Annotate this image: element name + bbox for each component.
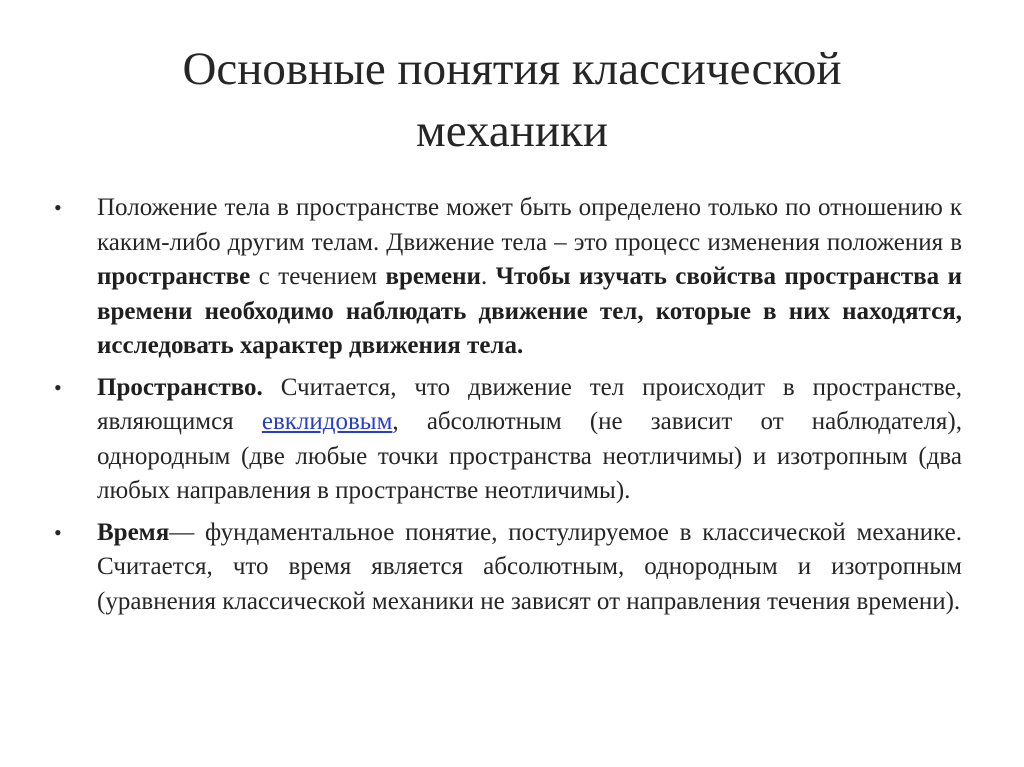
slide-title-line-1: Основные понятия классической <box>182 43 842 95</box>
slide-title <box>60 38 964 162</box>
term-space-heading: Пространство. <box>97 373 263 401</box>
bullet-text: Считается, что движение тел происходит в пространстве, являющимся <box>97 373 962 435</box>
bullet-marker: • <box>54 519 62 545</box>
bullet-item-time <box>0 516 1024 620</box>
bullet-text: с течением <box>250 263 386 290</box>
term-space: пространстве <box>97 263 251 290</box>
bullet-marker: • <box>54 374 62 400</box>
euclidean-link[interactable]: евклидовым <box>261 408 393 435</box>
bullet-marker: • <box>54 195 62 220</box>
term-time-heading: Время <box>97 518 170 546</box>
bullet-text: , абсолютным (не зависит от наблюдателя), однородным (две любые точки пространства неотличимы) и изотропным (два любых направления в пространстве неотличимы). <box>97 408 963 504</box>
bullet-item-space <box>0 371 1024 509</box>
bullet-list <box>0 191 1024 619</box>
bullet-item-position <box>0 191 1024 364</box>
bullet-text: — фундаментальное понятие, постулируемое в классической механике. Считается, что время является абсолютным, однородным и изотропным (уравнения классической механики не зависят от направления течения времени). <box>97 518 962 615</box>
bullet-emphasis: Чтобы изучать свойства пространства и времени необходимо наблюдать движение тел, которые в них находятся, исследовать характер движения тела. <box>97 263 963 359</box>
term-time: времени <box>385 263 481 290</box>
slide-title-line-2: механики <box>415 105 609 157</box>
bullet-text: Положение тела в пространстве может быть определено только по отношению к каким-либо другим телам. Движение тела – это процесс изменения положения в <box>97 194 962 256</box>
bullet-text: . <box>480 263 496 290</box>
